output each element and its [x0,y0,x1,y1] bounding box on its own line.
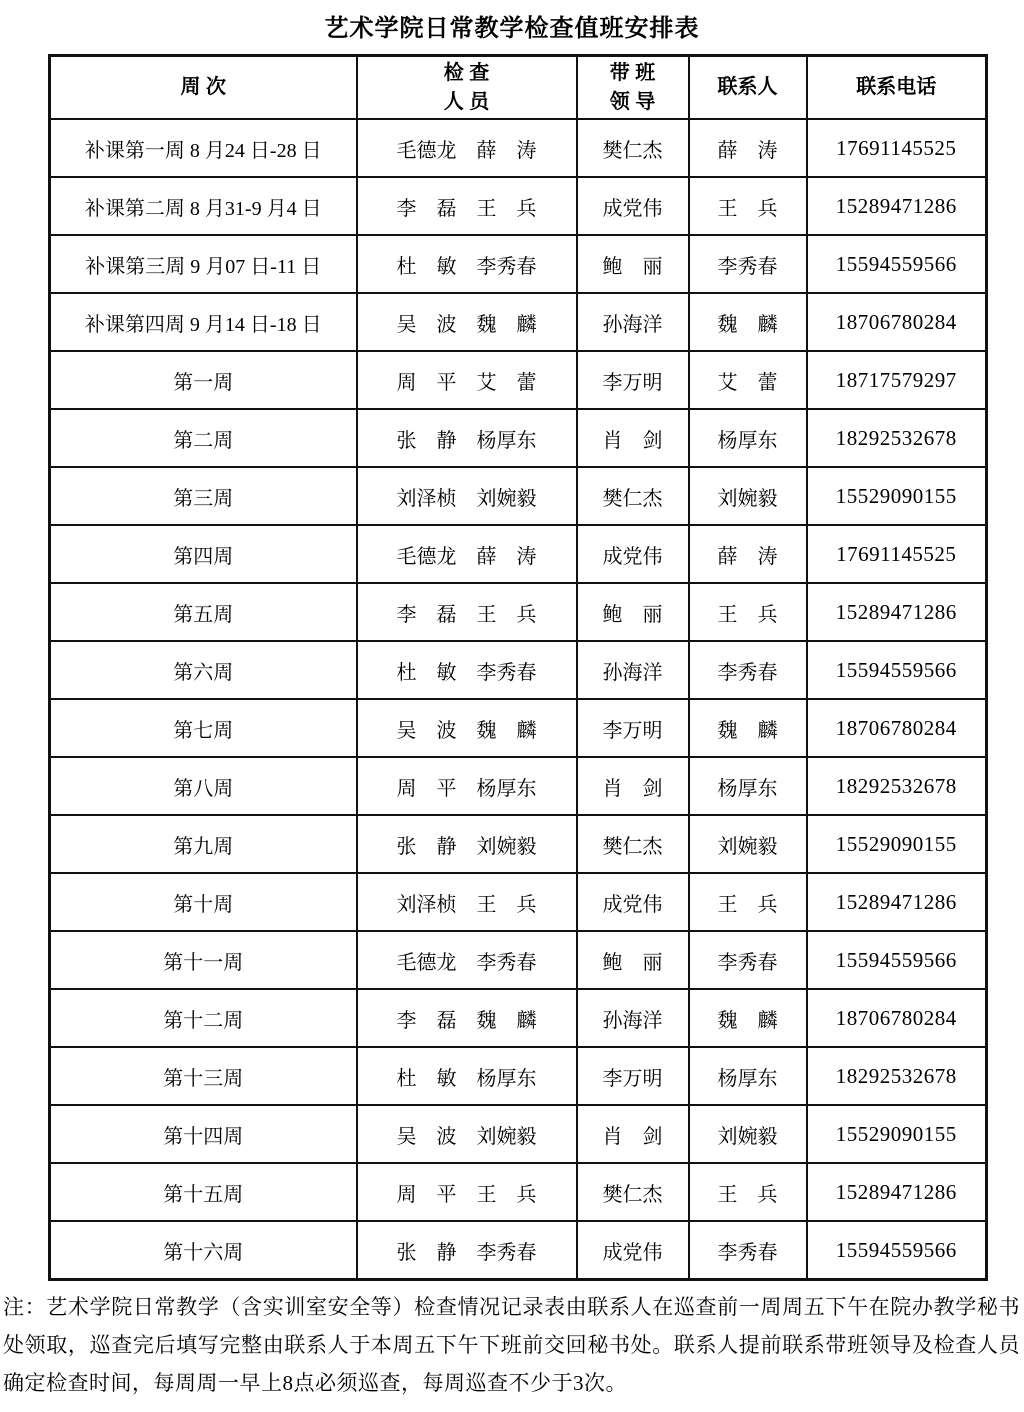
inspectors-cell: 毛德龙 薛 涛 [357,119,577,177]
leader-cell: 肖 剑 [577,757,689,815]
contact-cell: 李秀春 [689,235,807,293]
table-row [50,525,987,583]
col-header-week-label: 周 次 [180,76,227,98]
week-cell: 补课第一周 8 月24 日-28 日 [50,119,357,177]
week-cell: 补课第二周 8 月31-9 月4 日 [50,177,357,235]
table-row [50,351,987,409]
leader-cell: 成党伟 [577,1221,689,1280]
document-page [0,8,1024,1402]
week-cell: 补课第三周 9 月07 日-11 日 [50,235,357,293]
leader-cell: 樊仁杰 [577,467,689,525]
phone-cell: 17691145525 [807,525,987,583]
phone-cell: 18292532678 [807,757,987,815]
col-header-inspectors [357,56,577,120]
inspectors-cell: 周 平 杨厚东 [357,757,577,815]
phone-cell: 18706780284 [807,699,987,757]
col-header-contact [689,56,807,120]
leader-cell: 樊仁杰 [577,119,689,177]
inspectors-cell: 李 磊 魏 麟 [357,989,577,1047]
phone-cell: 15529090155 [807,1105,987,1163]
leader-cell: 孙海洋 [577,641,689,699]
phone-cell: 15289471286 [807,583,987,641]
phone-cell: 15594559566 [807,931,987,989]
inspectors-cell: 周 平 艾 蕾 [357,351,577,409]
footnote: 注：艺术学院日常教学（含实训室安全等）检查情况记录表由联系人在巡查前一周周五下午在院办教学秘书处领取，巡查完后填写完整由联系人于本周五下午下班前交回秘书处。联系人提前联系带班领导及检查人员确定检查时间，每周周一早上8点必须巡查，每周巡查不少于3次。 [3,1295,1020,1395]
contact-cell: 王 兵 [689,873,807,931]
week-cell: 第十四周 [50,1105,357,1163]
table-body [50,119,987,1280]
table-row [50,1047,987,1105]
phone-cell: 15289471286 [807,177,987,235]
leader-cell: 孙海洋 [577,293,689,351]
contact-cell: 李秀春 [689,931,807,989]
leader-cell: 鲍 丽 [577,235,689,293]
contact-cell: 刘婉毅 [689,815,807,873]
table-row [50,815,987,873]
inspectors-cell: 吴 波 魏 麟 [357,699,577,757]
leader-cell: 成党伟 [577,873,689,931]
contact-cell: 杨厚东 [689,757,807,815]
phone-cell: 18706780284 [807,989,987,1047]
table-row [50,1221,987,1280]
leader-cell: 李万明 [577,699,689,757]
contact-cell: 杨厚东 [689,409,807,467]
col-header-contact-label: 联系人 [717,76,778,98]
table-row [50,177,987,235]
table-row [50,931,987,989]
leader-cell: 孙海洋 [577,989,689,1047]
col-header-leader-line1: 带 班 [609,61,656,84]
leader-cell: 肖 剑 [577,1105,689,1163]
contact-cell: 王 兵 [689,177,807,235]
phone-cell: 18717579297 [807,351,987,409]
table-row [50,757,987,815]
inspectors-cell: 李 磊 王 兵 [357,177,577,235]
col-header-phone [807,56,987,120]
phone-cell: 15594559566 [807,235,987,293]
week-cell: 补课第四周 9 月14 日-18 日 [50,293,357,351]
phone-cell: 18292532678 [807,1047,987,1105]
inspectors-cell: 吴 波 刘婉毅 [357,1105,577,1163]
leader-cell: 樊仁杰 [577,815,689,873]
week-cell: 第十二周 [50,989,357,1047]
inspectors-cell: 张 静 杨厚东 [357,409,577,467]
week-cell: 第十三周 [50,1047,357,1105]
week-cell: 第七周 [50,699,357,757]
col-header-leader [577,56,689,120]
contact-cell: 魏 麟 [689,989,807,1047]
phone-cell: 15289471286 [807,1163,987,1221]
contact-cell: 杨厚东 [689,1047,807,1105]
leader-cell: 李万明 [577,351,689,409]
week-cell: 第九周 [50,815,357,873]
header-row [50,56,987,120]
inspectors-cell: 吴 波 魏 麟 [357,293,577,351]
table-row [50,1163,987,1221]
leader-cell: 肖 剑 [577,409,689,467]
table-header [50,56,987,120]
table-row [50,641,987,699]
leader-cell: 樊仁杰 [577,1163,689,1221]
contact-cell: 王 兵 [689,1163,807,1221]
contact-cell: 薛 涛 [689,525,807,583]
inspectors-cell: 刘泽桢 刘婉毅 [357,467,577,525]
phone-cell: 15289471286 [807,873,987,931]
inspectors-cell: 张 静 刘婉毅 [357,815,577,873]
leader-cell: 鲍 丽 [577,583,689,641]
week-cell: 第十一周 [50,931,357,989]
table-row [50,583,987,641]
table-row [50,409,987,467]
phone-cell: 15594559566 [807,641,987,699]
phone-cell: 15594559566 [807,1221,987,1280]
week-cell: 第一周 [50,351,357,409]
contact-cell: 王 兵 [689,583,807,641]
phone-cell: 15529090155 [807,815,987,873]
contact-cell: 刘婉毅 [689,1105,807,1163]
table-row [50,467,987,525]
table-row [50,873,987,931]
phone-cell: 18292532678 [807,409,987,467]
phone-cell: 17691145525 [807,119,987,177]
col-header-week [50,56,357,120]
week-cell: 第十六周 [50,1221,357,1280]
contact-cell: 刘婉毅 [689,467,807,525]
contact-cell: 李秀春 [689,641,807,699]
week-cell: 第六周 [50,641,357,699]
leader-cell: 鲍 丽 [577,931,689,989]
week-cell: 第三周 [50,467,357,525]
inspectors-cell: 杜 敏 杨厚东 [357,1047,577,1105]
table-row [50,235,987,293]
inspectors-cell: 毛德龙 李秀春 [357,931,577,989]
week-cell: 第十五周 [50,1163,357,1221]
col-header-inspectors-line2: 人 员 [443,90,490,113]
contact-cell: 艾 蕾 [689,351,807,409]
table-row [50,1105,987,1163]
page-title: 艺术学院日常教学检查值班安排表 [324,15,700,42]
leader-cell: 成党伟 [577,177,689,235]
contact-cell: 魏 麟 [689,699,807,757]
col-header-inspectors-line1: 检 查 [443,61,490,84]
col-header-leader-line2: 领 导 [609,90,656,113]
week-cell: 第十周 [50,873,357,931]
inspectors-cell: 毛德龙 薛 涛 [357,525,577,583]
inspectors-cell: 杜 敏 李秀春 [357,235,577,293]
table-row [50,293,987,351]
phone-cell: 15529090155 [807,467,987,525]
contact-cell: 魏 麟 [689,293,807,351]
phone-cell: 18706780284 [807,293,987,351]
leader-cell: 成党伟 [577,525,689,583]
week-cell: 第五周 [50,583,357,641]
col-header-phone-label: 联系电话 [856,76,937,98]
week-cell: 第二周 [50,409,357,467]
inspectors-cell: 张 静 李秀春 [357,1221,577,1280]
week-cell: 第八周 [50,757,357,815]
inspectors-cell: 周 平 王 兵 [357,1163,577,1221]
inspectors-cell: 杜 敏 李秀春 [357,641,577,699]
contact-cell: 李秀春 [689,1221,807,1280]
table-row [50,699,987,757]
contact-cell: 薛 涛 [689,119,807,177]
week-cell: 第四周 [50,525,357,583]
leader-cell: 李万明 [577,1047,689,1105]
duty-schedule-table [48,54,988,1281]
inspectors-cell: 李 磊 王 兵 [357,583,577,641]
table-row [50,119,987,177]
inspectors-cell: 刘泽桢 王 兵 [357,873,577,931]
table-row [50,989,987,1047]
